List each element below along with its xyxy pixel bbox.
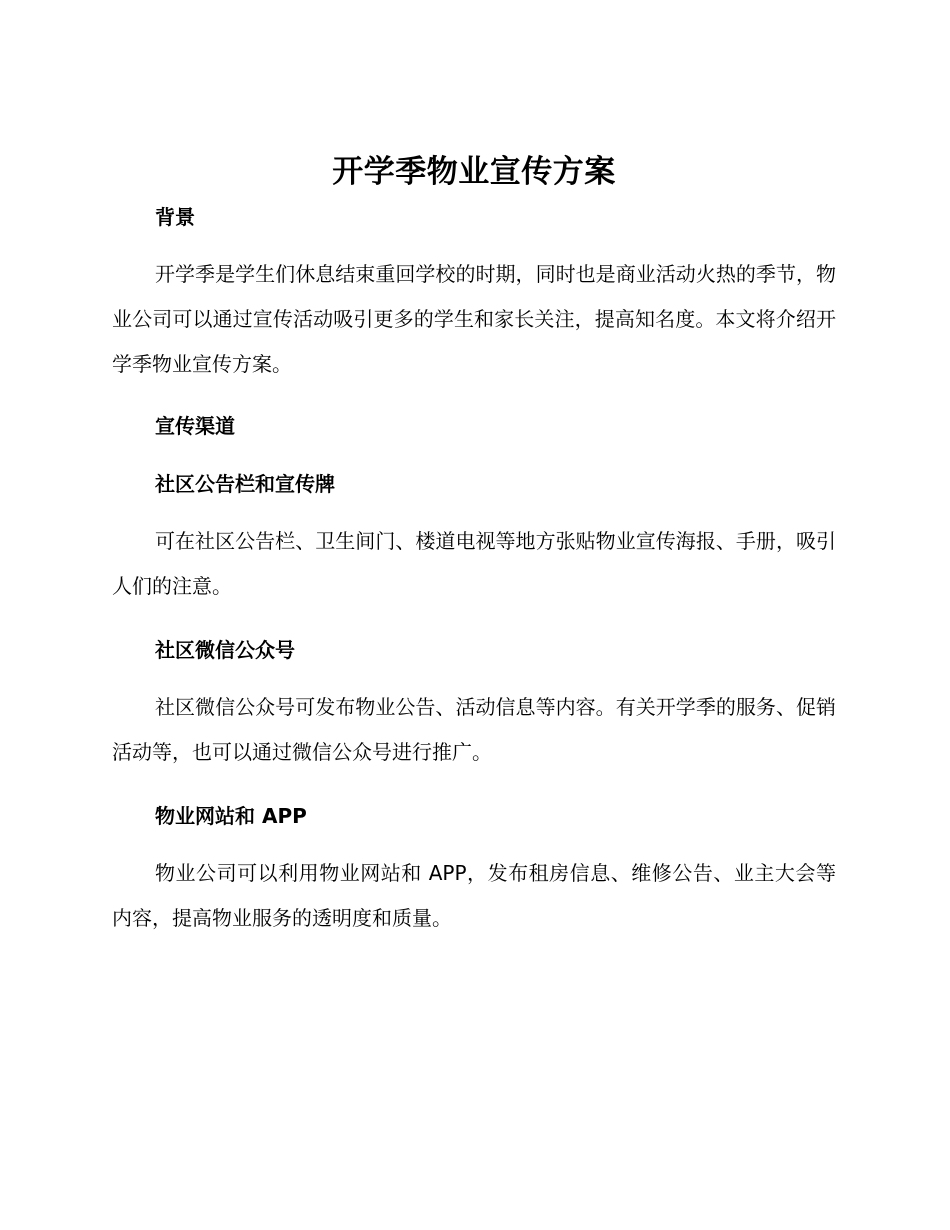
document-title: 开学季物业宣传方案 (332, 154, 616, 190)
paragraph-background: 开学季是学生们休息结束重回学校的时期，同时也是商业活动火热的季节，物业公司可以通过宣传活动吸引更多的学生和家长关注，提高知名度。本文将介绍开学季物业宣传方案。 (112, 262, 836, 376)
section-heading-background: 背景 (155, 205, 195, 229)
subheading-bulletin-board: 社区公告栏和宣传牌 (155, 472, 335, 496)
subheading-wechat: 社区微信公众号 (155, 638, 295, 662)
paragraph-wechat: 社区微信公众号可发布物业公告、活动信息等内容。有关开学季的服务、促销活动等，也可以通过微信公众号进行推广。 (112, 695, 836, 764)
subheading-website-app: 物业网站和 APP (155, 804, 307, 828)
section-heading-channels: 宣传渠道 (155, 414, 235, 438)
document-page (112, 150, 836, 941)
paragraph-bulletin-board: 可在社区公告栏、卫生间门、楼道电视等地方张贴物业宣传海报、手册，吸引人们的注意。 (112, 529, 836, 598)
paragraph-website-app: 物业公司可以利用物业网站和 APP，发布租房信息、维修公告、业主大会等内容，提高物业服务的透明度和质量。 (112, 861, 836, 930)
